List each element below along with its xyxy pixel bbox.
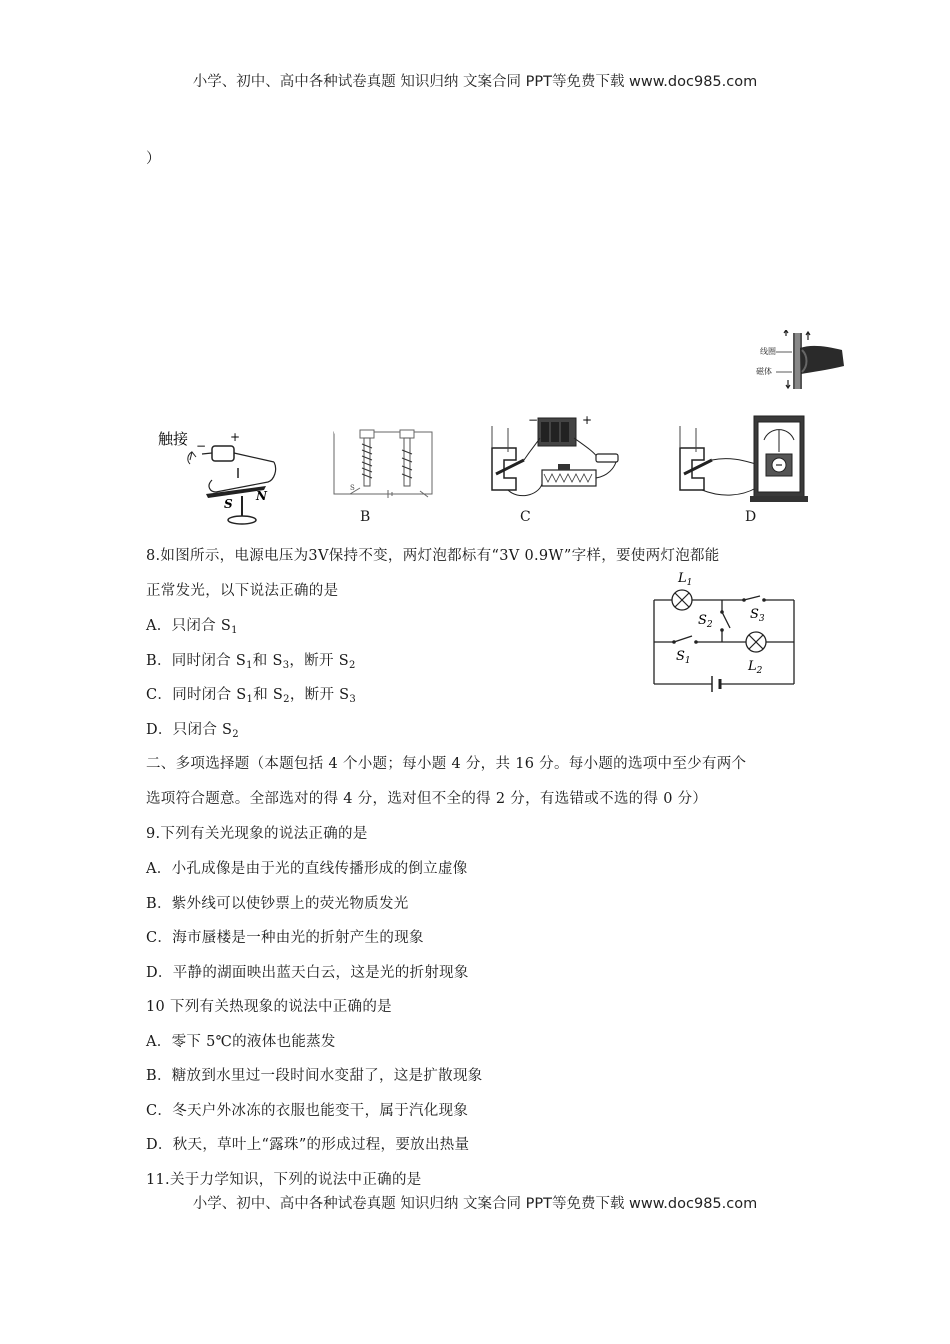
battery <box>212 446 234 461</box>
q10-option-a: A．零下 5℃的液体也能蒸发 <box>146 1034 336 1050</box>
figure-b <box>330 424 436 498</box>
q8-stem-line1: 8.如图所示，电源电压为3V保持不变，两灯泡都标有“3V 0.9W”字样，要使两灯泡都能 <box>146 548 720 564</box>
label-s3: $S_3$ <box>750 607 765 624</box>
q8-option-a: A．只闭合 $S_1$ <box>146 618 238 636</box>
plus-sign: + <box>230 430 241 444</box>
figure-c <box>478 408 638 504</box>
magnet-n-label: N <box>256 489 267 503</box>
page-footer: 小学、初中、高中各种试卷真题 知识归纳 文案合同 PPT等免费下载 www.doc985.com <box>192 1196 758 1212</box>
hand-coil-magnet-figure <box>756 330 846 390</box>
page-header: 小学、初中、高中各种试卷真题 知识归纳 文案合同 PPT等免费下载 www.doc985.com <box>192 74 758 90</box>
lamp-l2-icon <box>746 632 766 652</box>
caption-b: B <box>360 509 371 525</box>
q11-stem: 11.关于力学知识，下列的说法中正确的是 <box>146 1172 422 1188</box>
battery-icon <box>712 676 720 692</box>
label-s1: $S_1$ <box>676 649 691 666</box>
arrow-up-icon <box>784 330 788 336</box>
q8-option-d: D．只闭合 $S_2$ <box>146 722 239 740</box>
caption-d: D <box>745 509 757 525</box>
label-s2: $S_2$ <box>698 613 713 630</box>
section2-line1: 二、多项选择题（本题包括 4 个小题；每小题 4 分，共 16 分。每小题的选项中至少有两个 <box>146 756 747 772</box>
switch-c <box>596 454 618 462</box>
minus-sign: − <box>528 413 539 427</box>
switch-label-b: S <box>350 484 355 492</box>
q10-stem: 10 下列有关热现象的说法中正确的是 <box>146 999 392 1015</box>
coil-label: 线圈 <box>760 347 776 356</box>
q9-stem: 9.下列有关光现象的说法正确的是 <box>146 826 368 842</box>
q9-option-c: C．海市蜃楼是一种由光的折射产生的现象 <box>146 930 424 946</box>
q8-stem-line2: 正常发光，以下说法正确的是 <box>146 583 339 599</box>
q10-option-b: B．糖放到水里过一段时间水变甜了，这是扩散现象 <box>146 1068 483 1084</box>
label-l2: $L_2$ <box>748 659 763 676</box>
q9-option-b: B．紫外线可以使钞票上的荧光物质发光 <box>146 896 409 912</box>
plus-sign: + <box>582 413 593 427</box>
caption-c: C <box>520 509 531 525</box>
q10-option-c: C．冬天户外冰冻的衣服也能变干，属于汽化现象 <box>146 1103 469 1119</box>
figure-d <box>662 412 822 504</box>
lamp-l1-icon <box>672 590 692 610</box>
arrow-up-icon <box>806 332 810 340</box>
figure-a <box>156 424 280 528</box>
q9-option-d: D．平静的湖面映出蓝天白云，这是光的折射现象 <box>146 965 469 981</box>
minus-sign: − <box>196 439 207 453</box>
magnet-s-label: S <box>224 497 233 511</box>
q8-option-b: B．同时闭合 $S_1$和 $S_3$，断开 $S_2$ <box>146 653 356 671</box>
section2-line2: 选项符合题意。全部选对的得 4 分，选对但不全的得 2 分，有选错或不选的得 0 分） <box>146 791 708 807</box>
iron-core-right <box>404 438 410 486</box>
q8-option-c: C．同时闭合 $S_1$和 $S_2$，断开 $S_3$ <box>146 687 357 705</box>
magnet-label: 磁体 <box>756 367 772 376</box>
compass-base <box>228 516 256 524</box>
q8-circuit-diagram <box>648 566 800 696</box>
label-l1: $L_1$ <box>678 571 693 588</box>
touch-label: 触接 <box>158 430 189 448</box>
question-fragment: ） <box>146 151 161 167</box>
q10-option-d: D．秋天，草叶上“露珠”的形成过程，要放出热量 <box>146 1137 470 1153</box>
q9-option-a: A．小孔成像是由于光的直线传播形成的倒立虚像 <box>146 861 468 877</box>
arrow-down-icon <box>786 380 790 388</box>
